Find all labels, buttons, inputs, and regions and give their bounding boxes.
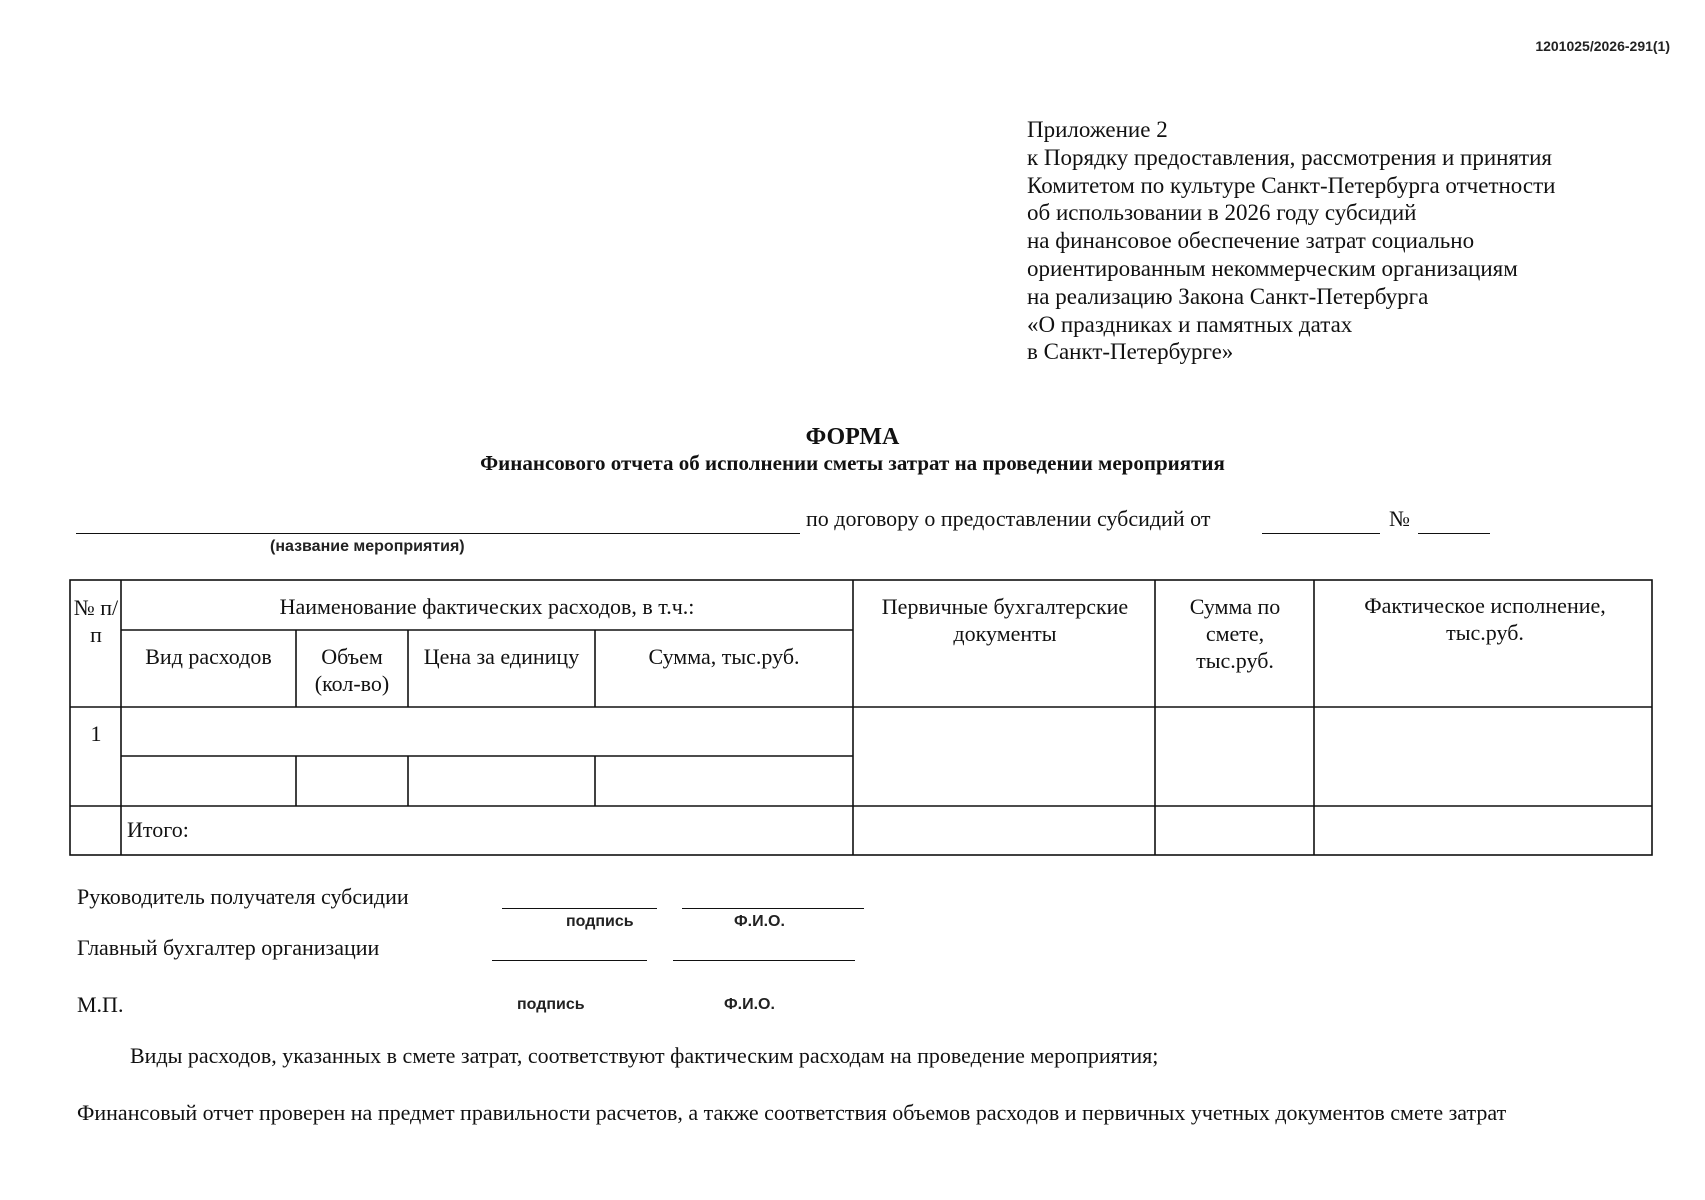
signature-caption: подпись [517, 996, 585, 1013]
row-number: 1 [90, 721, 102, 746]
form-subtitle: Финансового отчета об исполнении сметы затрат на проведении мероприятия [480, 451, 1225, 475]
event-name-caption: (название мероприятия) [270, 538, 465, 555]
document-number: 1201025/2026-291(1) [1535, 38, 1670, 54]
statement-verified: Финансовый отчет проверен на предмет правильности расчетов, а также соответствия объемов расходов и первичных учетных документов смете затрат [77, 1100, 1507, 1125]
appendix-line: Комитетом по культуре Санкт-Петербурга отчетности [1027, 172, 1556, 198]
header-actual: Фактическое исполнение, тыс.руб. [1364, 593, 1606, 645]
appendix-line: об использовании в 2026 году субсидий [1027, 200, 1417, 226]
header-primary-docs: Первичные бухгалтерские документы [881, 594, 1129, 646]
head-label: Руководитель получателя субсидии [77, 884, 409, 909]
header-num: № п/п [73, 595, 119, 647]
contract-text: по договору о предоставлении субсидий от [806, 506, 1211, 531]
accountant-name-field[interactable] [673, 960, 855, 961]
statement-expenses: Виды расходов, указанных в смете затрат, соответствуют фактическим расходам на проведение мероприятия; [130, 1043, 1159, 1068]
form-title: ФОРМА [805, 424, 900, 450]
header-kind: Вид расходов [145, 644, 272, 669]
header-volume: Объем (кол-во) [314, 644, 390, 696]
accountant-label: Главный бухгалтер организации [77, 935, 380, 960]
head-signature-field[interactable] [502, 908, 657, 909]
contract-number-field[interactable] [1418, 533, 1490, 534]
appendix-line: к Порядку предоставления, рассмотрения и принятия [1027, 144, 1552, 170]
seal-label: М.П. [77, 992, 124, 1017]
header-expenses-group: Наименование фактических расходов, в т.ч.: [279, 594, 695, 619]
accountant-signature-field[interactable] [492, 960, 647, 961]
event-name-field[interactable] [76, 533, 800, 534]
head-name-field[interactable] [682, 908, 864, 909]
appendix-line: Приложение 2 [1027, 117, 1168, 142]
contract-date-field[interactable] [1262, 533, 1380, 534]
total-label: Итого: [127, 817, 189, 842]
header-estimate-sum: Сумма по смете, тыс.руб. [1189, 594, 1281, 673]
appendix-block [1027, 116, 1555, 366]
header-amount: Сумма, тыс.руб. [648, 644, 800, 669]
appendix-line: «О праздниках и памятных датах [1027, 311, 1353, 337]
appendix-line: на финансовое обеспечение затрат социально [1027, 228, 1475, 254]
appendix-line: на реализацию Закона Санкт-Петербурга [1027, 283, 1429, 309]
name-caption: Ф.И.О. [724, 996, 775, 1013]
appendix-line: ориентированным некоммерческим организациям [1027, 255, 1518, 281]
appendix-line: в Санкт-Петербурге» [1027, 339, 1234, 365]
signature-caption: подпись [566, 913, 634, 930]
number-sign: № [1389, 506, 1410, 531]
header-unit-price: Цена за единицу [423, 644, 580, 669]
name-caption: Ф.И.О. [734, 913, 785, 930]
